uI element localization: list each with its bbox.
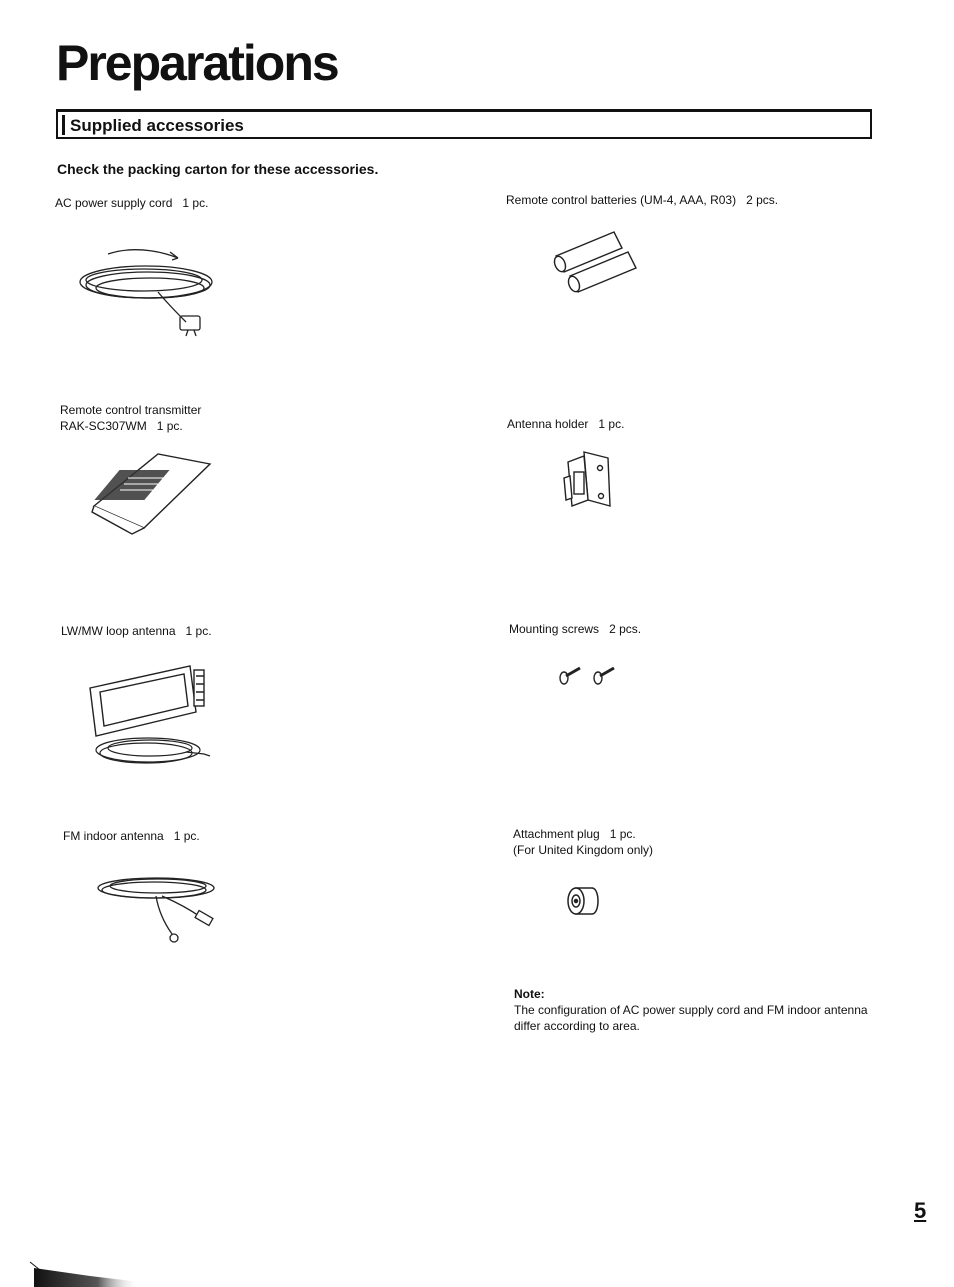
- loop-antenna-label: [61, 623, 212, 639]
- fm-antenna-label: [63, 828, 200, 844]
- remote-name: Remote control transmitter: [60, 403, 202, 417]
- remote-control-icon: [88, 448, 216, 536]
- subheading: Check the packing carton for these accessories.: [57, 161, 379, 177]
- remote-qty: 1 pc.: [156, 419, 183, 433]
- antenna-holder-icon: [560, 448, 614, 510]
- loop-antenna-name: LW/MW loop antenna: [61, 624, 176, 638]
- loop-antenna-icon: [86, 660, 216, 772]
- note-heading: Note:: [514, 987, 545, 1001]
- remote-label: [60, 402, 201, 434]
- section-header-bar: [62, 115, 65, 135]
- batteries-qty: 2 pcs.: [746, 193, 779, 207]
- attachment-plug-label: [513, 826, 653, 858]
- attachment-plug-name: Attachment plug: [513, 827, 600, 841]
- section-title: Supplied accessories: [70, 116, 244, 135]
- page-number: 5: [914, 1198, 927, 1223]
- loop-antenna-qty: 1 pc.: [185, 624, 212, 638]
- section-header: [56, 109, 872, 139]
- attachment-plug-note: (For United Kingdom only): [513, 843, 654, 857]
- plug-icon: [566, 886, 602, 916]
- fm-antenna-qty: 1 pc.: [173, 829, 200, 843]
- screws-label: [509, 621, 641, 637]
- note-block: [514, 986, 894, 1034]
- fm-antenna-icon: [92, 868, 222, 944]
- ac-cord-qty: 1 pc.: [182, 196, 209, 210]
- batteries-label: [506, 192, 778, 208]
- power-cord-icon: [78, 244, 228, 339]
- batteries-name: Remote control batteries (UM-4, AAA, R03): [506, 193, 737, 207]
- attachment-plug-qty: 1 pc.: [609, 827, 636, 841]
- antenna-holder-label: [507, 416, 624, 432]
- page-title: Preparations: [56, 35, 338, 91]
- ac-cord-label: [55, 195, 208, 211]
- ac-cord-name: AC power supply cord: [55, 196, 173, 210]
- fm-antenna-name: FM indoor antenna: [63, 829, 164, 843]
- note-line-1: The configuration of AC power supply cord and FM indoor antenna: [514, 1003, 868, 1017]
- screw-icon: [558, 664, 620, 686]
- remote-model: RAK-SC307WM: [60, 419, 147, 433]
- scan-shadow: [30, 1262, 140, 1287]
- antenna-holder-qty: 1 pc.: [598, 417, 625, 431]
- screws-qty: 2 pcs.: [609, 622, 642, 636]
- antenna-holder-name: Antenna holder: [507, 417, 589, 431]
- note-line-2: differ according to area.: [514, 1019, 640, 1033]
- screws-name: Mounting screws: [509, 622, 600, 636]
- battery-icon: [550, 228, 640, 293]
